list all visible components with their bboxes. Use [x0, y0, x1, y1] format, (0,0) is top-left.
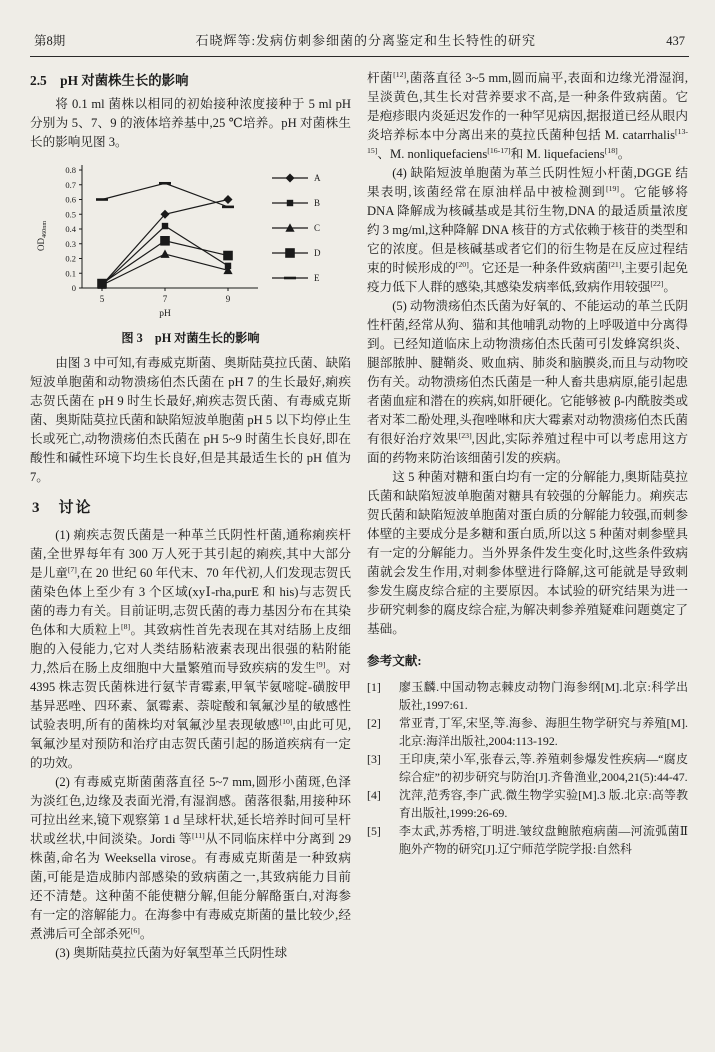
svg-text:pH: pH — [159, 309, 171, 319]
summary-paragraph: 这 5 种菌对糖和蛋白均有一定的分解能力,奥斯陆莫拉氏菌和缺陷短波单胞菌对糖具有较强的分解能力。痢疾志贺氏菌和缺陷短波单胞菌对蛋白质的分解能力较强,而刺参体壁的主要成分是多糖和蛋白质,所以这 5 种菌对刺参壁具有一定的分解能力。当外界条件发生变化时,这些条件致病菌就会发生作用,对刺参体壁进行降解,这可能就是导致刺参发生腐皮综合症的主要原因。本试验的研究结果为进一步研究刺参的腐皮综合症,为解决刺参养殖疑难问题奠定了基础。 — [367, 470, 688, 636]
journal-issue: 第8期 — [34, 34, 66, 48]
svg-text:C: C — [314, 223, 321, 233]
reference-item — [367, 822, 688, 858]
reference-label: [1] — [367, 680, 381, 694]
reference-text: 李太武,苏秀榕,丁明进.皱纹盘鲍脓疱病菌—河流弧菌Ⅱ胞外产物的研究[J].辽宁师范学院学报:自然科 — [399, 824, 688, 856]
reference-item — [367, 786, 688, 822]
svg-text:0.5: 0.5 — [65, 209, 76, 220]
discussion-paragraph-1: (1) 痢疾志贺氏菌是一种革兰氏阴性杆菌,通称痢疾杆菌,全世界每年有 300 万人死于其引起的痢疾,其中大部分是儿童[7],在 20 世纪 60 年代末、70 年代初,人们发现志贺氏菌染色体上至少有 3 个区域(xyⅠ-rha,purE 和 his)与志贺氏菌的毒力有关。目前证明,志贺氏菌的毒力基因分布在其染色体和大质粒上[8]。其致病性首先表现在其对结肠上皮细胞的入侵能力,它对人类结肠粘液素表现出很强的粘附能力,然后在肠上皮细胞中大量繁殖而导致疾病的发生[9]。对 4395 株志贺氏菌株进行氨苄青霉素,甲氧苄氨嘧啶-磺胺甲基异恶唑、四环素、氯霉素、萘啶酸和氧氟沙星的敏感性试验表明,所有的菌株均对氧氟沙星表现敏感[10],由此可见,氧氟沙星对预防和治疗由志贺氏菌引起的肠道疾病有一定的功效。 — [30, 528, 352, 770]
section-2-5-heading: 2.5 pH 对菌株生长的影响 — [30, 73, 189, 88]
reference-label: [5] — [367, 824, 381, 838]
svg-text:D: D — [314, 248, 321, 258]
discussion-heading: 3 讨论 — [32, 500, 93, 516]
svg-text:0.1: 0.1 — [65, 268, 76, 279]
reference-label: [3] — [367, 752, 381, 766]
reference-item — [367, 750, 688, 786]
svg-text:B: B — [314, 198, 321, 208]
continuation-paragraph: 杆菌[12],菌落直径 3~5 mm,圆而扁平,表面和边缘光滑湿润,呈淡黄色,其生长对营养要求不高,是一种条件致病菌。它是疱疹眼内炎延迟发作的一种罕见病因,据报道已经从眼内炎培养标本中分离出来的莫拉氏菌种包括 M. catarrhalis[13-15]、M. nonliquefaciens[16-17]和 M. liquefaciens[18]。 — [367, 69, 689, 161]
figure3 — [30, 160, 351, 348]
reference-label: [2] — [367, 716, 381, 730]
reference-item — [367, 714, 688, 750]
references-heading: 参考文献: — [367, 654, 422, 668]
reference-item — [367, 678, 688, 714]
svg-text:OD460nm: $OD_{460nm}$ — [36, 220, 48, 251]
figure3-caption: 图 3 pH 对菌生长的影响 — [121, 331, 260, 345]
svg-text:5: 5 — [99, 294, 105, 304]
svg-text:0: 0 — [71, 283, 76, 293]
svg-text:0.6: 0.6 — [65, 194, 76, 205]
right-column — [367, 69, 688, 963]
discussion-paragraph-2: (2) 有毒威克斯菌菌落直径 5~7 mm,圆形小菌斑,色泽为淡红色,边缘及表面光滑,有湿润感。菌落很黏,用接种环可拉出丝来,镜下观察第 1 d 呈球杆状,延长培养时间可呈杆状或丝状,中间淡染。Jordi 等[11]从不同临床样中分离到 29 株菌,命名为 Weeksella virose。有毒威克斯菌是一种致病菌,可能是造成肺内部感染的致病菌之一,其致病能力目前还不清楚。这种菌不能使糖分解,但能分解酪蛋白,对海参有一定的溶解能力。在海参中有毒威克斯菌的量比较少,经煮沸后可全部杀死[6]。 — [30, 775, 351, 941]
references-list — [367, 678, 688, 858]
page-header — [30, 30, 689, 57]
svg-text:0.7: 0.7 — [65, 179, 76, 190]
svg-text:7: 7 — [162, 294, 168, 304]
section-2-5-paragraph: 将 0.1 ml 菌株以相同的初始接种浓度接种于 5 ml pH 分别为 5、7、9 的液体培养基中,25 ℃培养。pH 对菌株生长的影响见图 3。 — [30, 97, 351, 149]
svg-text:0.3: 0.3 — [65, 238, 76, 249]
reference-text: 常亚青,丁军,宋坚,等.海参、海胆生物学研究与养殖[M].北京:海洋出版社,2004:113-192. — [399, 716, 688, 748]
reference-text: 廖玉麟.中国动物志棘皮动物门海参纲[M].北京:科学出版社,1997:61. — [399, 680, 688, 712]
svg-text:A: A — [314, 173, 321, 183]
svg-text:0.8: 0.8 — [65, 165, 76, 175]
discussion-paragraph-5: (5) 动物溃疡伯杰氏菌为好氧的、不能运动的革兰氏阴性杆菌,经常从狗、猫和其他哺乳动物的上呼吸道中分离得到。已经知道临床上动物溃疡伯杰氏菌可引发蜂窝织炎、腿部脓肿、腱鞘炎、败血病、肺炎和脑膜炎,而且与动物咬伤有关。动物溃疡伯杰氏菌是一种人畜共患病原,能引起患者菌血症和潜在的疾病,如肝硬化。它能够被 β-内酰胺类或者对苯二酚处理,头孢唑啉和庆大霉素对动物溃疡伯杰氏菌有很好治疗效果[23],因此,实际养殖过程中可以考虑用这方面的药物来防治该细菌引发的疾病。 — [367, 299, 689, 465]
running-title: 石晓辉等:发病仿刺参细菌的分离鉴定和生长特性的研究 — [195, 33, 537, 48]
discussion-paragraph-4: (4) 缺陷短波单胞菌为革兰氏阴性短小杆菌,DGGE 结果表明,该菌经常在原油样品中被检测到[19]。它能够将 DNA 降解成为核碱基或是其衍生物,DNA 的最适质量浓度约 3 mg/ml,这种降解 DNA 核苷的方式依赖于核苷的类型和它的浓度。但是核碱基或者它们的衍生物是在反应过程结束的时候形成的[20]。它还是一种条件致病菌[21],主要引起免疫力低下人群的感染,其感染发病率低,致病作用较强[22]。 — [367, 166, 688, 294]
reference-text: 王印庚,荣小军,张春云,等.养殖刺参爆发性疾病—“腐皮综合症”的初步研究与防治[J].齐鲁渔业,2004,21(5):44-47. — [399, 752, 688, 784]
figure3-chart — [30, 160, 352, 326]
page-number: 437 — [666, 34, 685, 48]
svg-text:0.2: 0.2 — [65, 253, 76, 264]
two-column-body — [30, 69, 689, 963]
reference-text: 沈萍,范秀容,李广武.微生物学实验[M].3 版.北京:高等教育出版社,1999:26-69. — [399, 788, 688, 820]
left-column — [30, 69, 351, 963]
svg-text:9: 9 — [225, 294, 231, 304]
figure3-analysis-paragraph: 由图 3 中可知,有毒威克斯菌、奥斯陆莫拉氏菌、缺陷短波单胞菌和动物溃疡伯杰氏菌在 pH 7 的生长最好,痢疾志贺氏菌在 pH 9 时生长最好,痢疾志贺氏菌、有毒威克斯菌、奥斯陆莫拉氏菌和缺陷短波单胞菌 pH 5 以下均停止生长或死亡,动物溃疡伯杰氏菌在 pH 5~9 时菌生长良好,即在酸性和碱性环境下均生长良好,但是其最适生长的 pH 值为 7。 — [30, 356, 351, 484]
reference-label: [4] — [367, 788, 381, 802]
svg-text:0.4: 0.4 — [65, 224, 76, 234]
svg-text:E: E — [314, 273, 320, 283]
discussion-paragraph-3-start: (3) 奥斯陆莫拉氏菌为好氧型革兰氏阴性球 — [55, 946, 288, 960]
